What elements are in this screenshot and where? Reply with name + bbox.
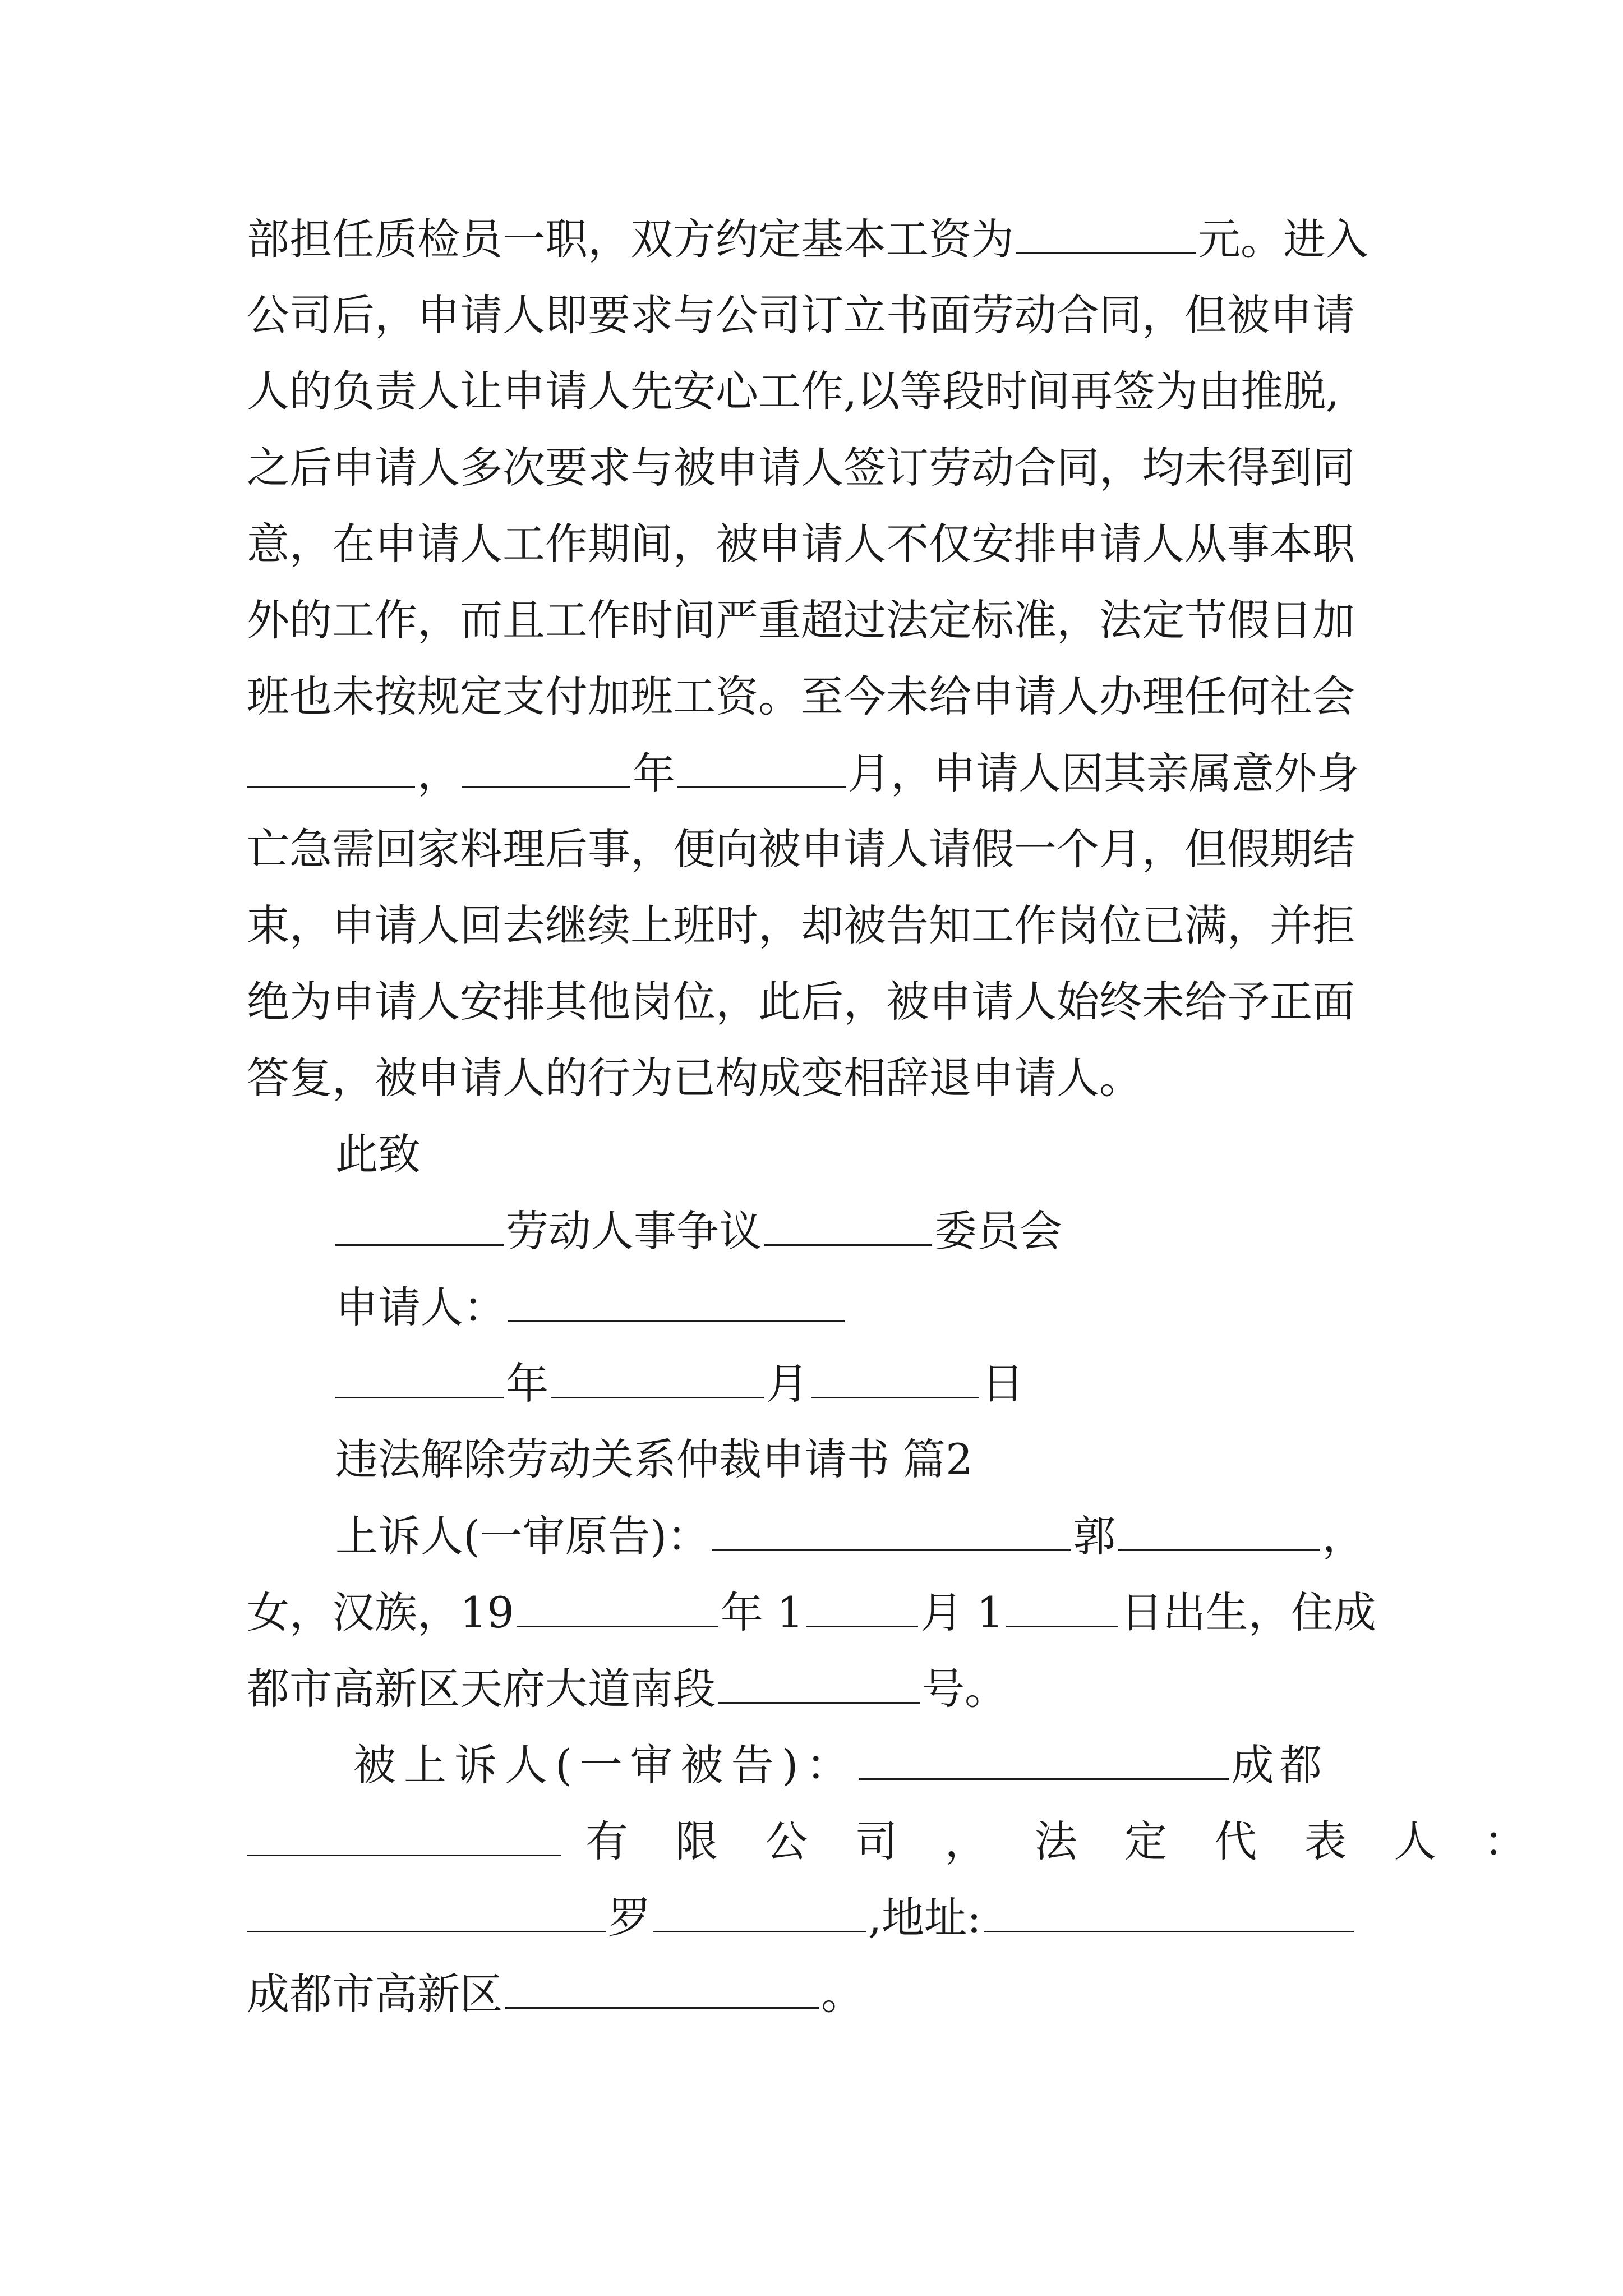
text-segment: 被上诉人(一审被告)： bbox=[353, 1740, 857, 1790]
representative-line bbox=[247, 1890, 1356, 1944]
blank-field bbox=[1006, 1585, 1118, 1627]
paragraph-line: 之后申请人多次要求与被申请人签订劳动合同，均未得到同 bbox=[247, 443, 1355, 493]
blank-field bbox=[718, 1662, 920, 1704]
blank-field bbox=[764, 1204, 932, 1246]
text-segment: ， bbox=[1322, 1511, 1365, 1561]
text-segment: 郭 bbox=[1073, 1511, 1116, 1561]
blank-field bbox=[247, 1814, 561, 1856]
paragraph-line: 束，申请人回去继续上班时，却被告知工作岗位已满，并拒 bbox=[247, 900, 1355, 950]
text-segment: ， bbox=[417, 748, 460, 798]
blank-field bbox=[551, 1356, 764, 1398]
text-segment: 成都 bbox=[1231, 1740, 1328, 1790]
blank-field bbox=[1016, 212, 1196, 254]
blank-field bbox=[653, 1890, 866, 1932]
section-heading: 违法解除劳动关系仲裁申请书 篇2 bbox=[335, 1434, 973, 1484]
text-segment: 年 bbox=[506, 1359, 548, 1409]
text-segment: 月，申请人因其亲属意外身 bbox=[848, 748, 1359, 798]
blank-field bbox=[712, 1509, 1071, 1551]
text-segment: 上诉人(一审原告)： bbox=[335, 1511, 710, 1561]
appellee-address-line bbox=[247, 1967, 864, 2021]
appellee-line bbox=[353, 1738, 1327, 1792]
paragraph-line: 意，在申请人工作期间，被申请人不仅安排申请人从事本职 bbox=[247, 519, 1355, 569]
blank-field bbox=[517, 1585, 718, 1627]
committee-line bbox=[335, 1204, 1062, 1258]
text-segment: ,地址: bbox=[868, 1893, 981, 1943]
text-segment: 劳动人事争议 bbox=[506, 1206, 762, 1256]
text-segment: 日出生，住成 bbox=[1120, 1588, 1376, 1637]
appellant-address-line bbox=[247, 1662, 1007, 1715]
blank-field bbox=[811, 1356, 979, 1398]
paragraph-line: 人的负责人让申请人先安心工作,以等段时间再签为由推脱, bbox=[247, 366, 1340, 416]
blank-field bbox=[505, 1967, 819, 2009]
text-segment: 成都市高新区 bbox=[247, 1969, 502, 2019]
blank-field bbox=[247, 1890, 606, 1932]
appellant-details-line bbox=[247, 1585, 1376, 1639]
blank-field bbox=[247, 746, 415, 788]
text-segment: 年 bbox=[633, 748, 675, 798]
blank-field bbox=[335, 1356, 504, 1398]
text-segment: 委员会 bbox=[934, 1206, 1062, 1256]
blank-field bbox=[984, 1890, 1354, 1932]
text-segment: 女，汉族，19 bbox=[247, 1588, 514, 1637]
blank-field bbox=[335, 1204, 504, 1246]
text-segment: 部担任质检员一职，双方约定基本工资为 bbox=[247, 214, 1014, 264]
blank-field bbox=[677, 746, 846, 788]
text-segment: 号。 bbox=[922, 1664, 1007, 1714]
applicant-signature-line bbox=[335, 1280, 847, 1334]
text-segment: 月 1 bbox=[920, 1588, 1004, 1637]
text-segment: 都市高新区天府大道南段 bbox=[247, 1664, 716, 1714]
text-segment: 元。进入 bbox=[1198, 214, 1368, 264]
text-segment: 年 1 bbox=[720, 1588, 804, 1637]
applicant-label: 申请人： bbox=[335, 1282, 506, 1332]
paragraph-line: 公司后，申请人即要求与公司订立书面劳动合同，但被申请 bbox=[247, 290, 1355, 340]
paragraph-line: 绝为申请人安排其他岗位，此后，被申请人始终未给予正面 bbox=[247, 977, 1355, 1027]
blank-field bbox=[1118, 1509, 1320, 1551]
paragraph-line: 班也未按规定支付加班工资。至今未给申请人办理任何社会 bbox=[247, 671, 1355, 721]
appellant-line bbox=[335, 1509, 1364, 1563]
blank-field bbox=[508, 1280, 845, 1322]
paragraph-line bbox=[247, 746, 1359, 800]
paragraph-line: 答复，被申请人的行为已构成变相辞退申请人。 bbox=[247, 1053, 1142, 1103]
text-segment: 罗 bbox=[608, 1893, 651, 1943]
paragraph-line bbox=[247, 212, 1368, 266]
salutation: 此致 bbox=[335, 1129, 421, 1179]
paragraph-line: 外的工作，而且工作时间严重超过法定标准，法定节假日加 bbox=[247, 595, 1355, 645]
text-segment: 月 bbox=[766, 1359, 809, 1409]
date-line bbox=[335, 1356, 1024, 1410]
blank-field bbox=[462, 746, 630, 788]
blank-field bbox=[859, 1738, 1229, 1780]
text-segment: 日 bbox=[981, 1359, 1024, 1409]
text-segment: 。 bbox=[821, 1969, 864, 2019]
appellee-company-line bbox=[247, 1814, 1543, 1868]
text-segment: 有 限 公 司 ， 法 定 代 表 人 ： bbox=[585, 1816, 1543, 1866]
paragraph-line: 亡急需回家料理后事，便向被申请人请假一个月，但假期结 bbox=[247, 824, 1355, 874]
blank-field bbox=[806, 1585, 918, 1627]
